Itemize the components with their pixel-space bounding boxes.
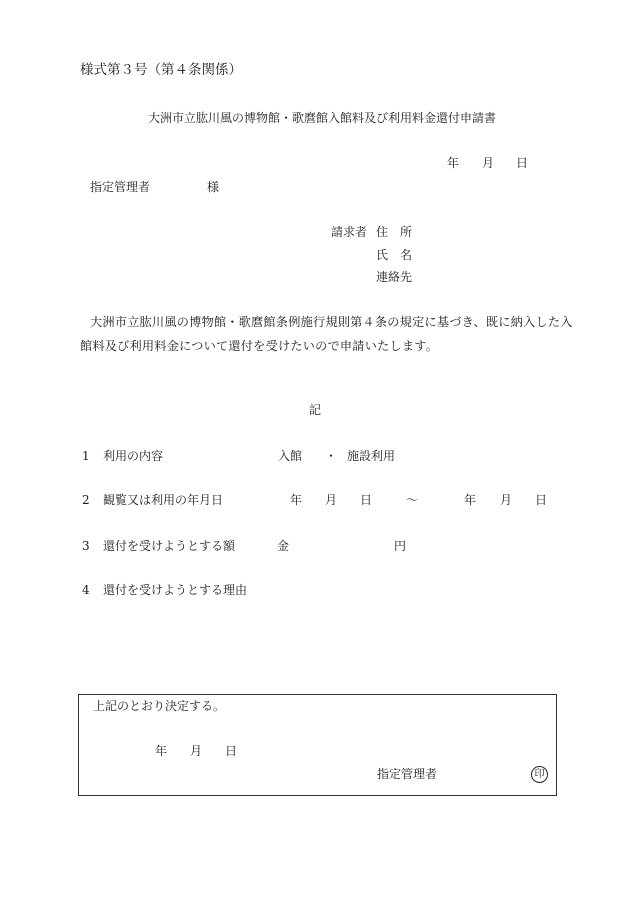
item3-number: 3: [82, 539, 90, 553]
item4-label: 還付を受けようとする理由: [103, 583, 248, 597]
seal-mark: 印: [531, 766, 548, 783]
decision-day: 日: [225, 744, 238, 758]
date-year: 年: [447, 156, 460, 170]
decision-text: 上記のとおり決定する。: [93, 699, 226, 713]
ki-heading: 記: [309, 403, 322, 417]
decision-year: 年: [155, 744, 168, 758]
addressee-honorific: 様: [207, 180, 220, 194]
item2-year: 年: [290, 493, 303, 507]
requester-name-label: 氏 名: [376, 248, 413, 262]
item1-number: 1: [82, 449, 90, 463]
item2-month: 月: [325, 493, 338, 507]
item1-separator: ・: [325, 449, 338, 463]
addressee-name: 指定管理者: [90, 180, 151, 194]
requester-label: 請求者: [331, 225, 368, 239]
item2-day: 日: [360, 493, 373, 507]
item1-label: 利用の内容: [103, 449, 164, 463]
item2-month-end: 月: [500, 493, 513, 507]
requester-contact-label: 連絡先: [376, 270, 413, 284]
item3-yen: 円: [394, 539, 407, 553]
item2-number: 2: [82, 493, 90, 507]
date-day: 日: [516, 156, 529, 170]
decision-month: 月: [190, 744, 203, 758]
item3-kin: 金: [277, 539, 290, 553]
decision-manager: 指定管理者: [377, 767, 438, 781]
date-month: 月: [482, 156, 495, 170]
requester-address-label: 住 所: [376, 225, 413, 239]
item4-number: 4: [82, 583, 90, 597]
item2-label: 観覧又は利用の年月日: [103, 493, 224, 507]
item1-option-admission: 入館: [278, 449, 303, 463]
item2-year-end: 年: [464, 493, 477, 507]
item3-label: 還付を受けようとする額: [103, 539, 236, 553]
form-number-label: 様式第３号（第４条関係）: [80, 62, 242, 78]
body-line-2: 館料及び利用料金について還付を受けたいので申請いたします。: [80, 339, 439, 353]
item1-option-facility: 施設利用: [347, 449, 396, 463]
body-line-1: 大洲市立肱川風の博物館・歌麿館条例施行規則第４条の規定に基づき、既に納入した入: [90, 315, 573, 329]
item2-tilde: ～: [406, 493, 419, 507]
document-title: 大洲市立肱川風の博物館・歌麿館入館料及び利用料金還付申請書: [148, 111, 497, 125]
item2-day-end: 日: [535, 493, 548, 507]
